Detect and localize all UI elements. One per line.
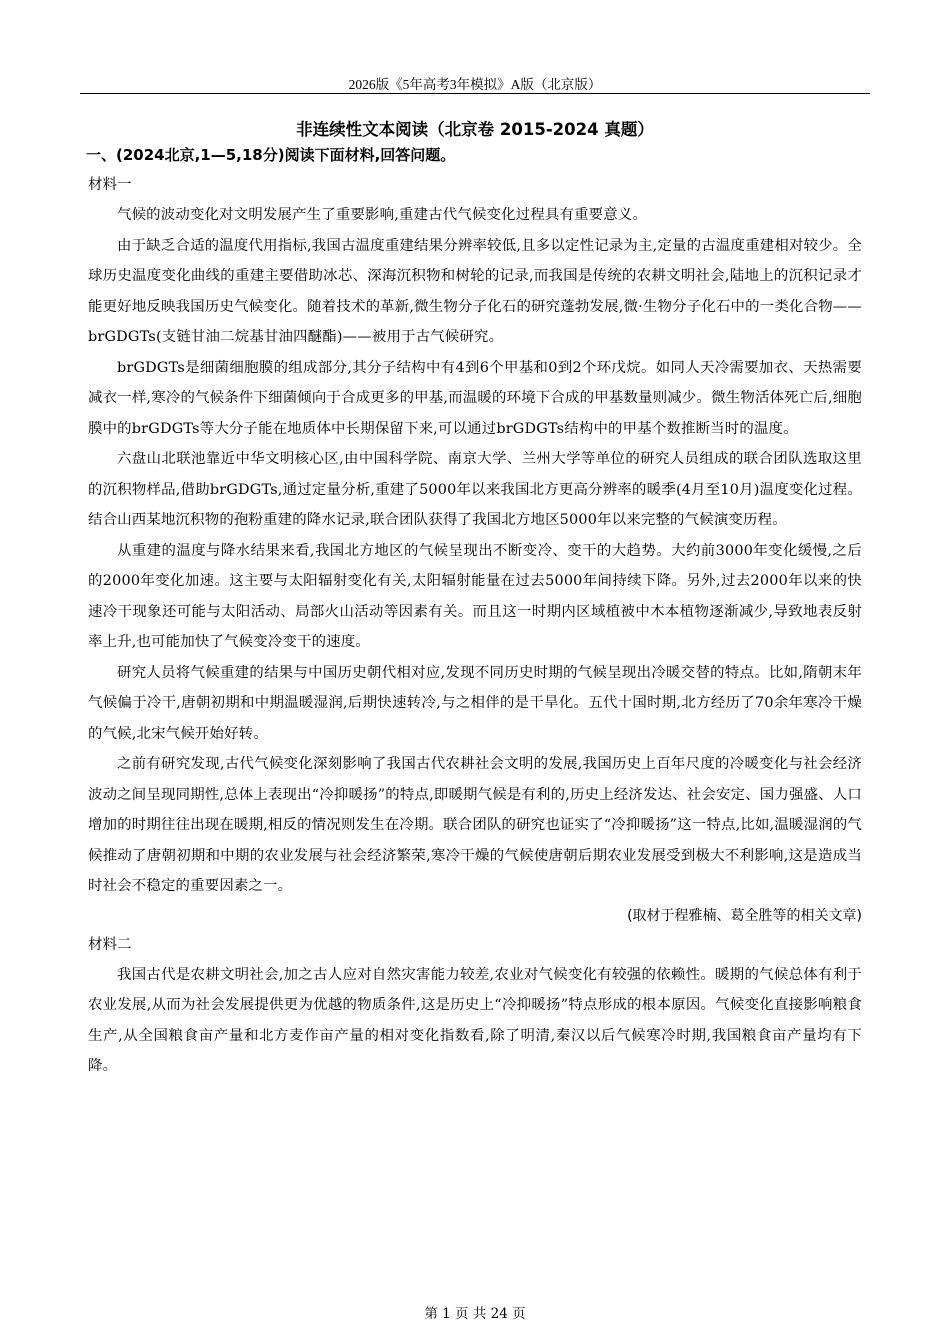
material-one-paragraph: 研究人员将气候重建的结果与中国历史朝代相对应,发现不同历史时期的气候呈现出冷暖交替的特点。比如,隋朝末年气候偏于冷干,唐朝初期和中期温暖湿润,后期快速转冷,与之相伴的是干旱化。五代十国时期,北方经历了70余年寒冷干燥的气候,北宋气候开始好转。 xyxy=(88,664,862,742)
material-one-source: (取材于程雅楠、葛全胜等的相关文章) xyxy=(627,907,862,924)
document-title: 非连续性文本阅读（北京卷 2015-2024 真题） xyxy=(296,120,654,139)
material-one-paragraph: 气候的波动变化对文明发展产生了重要影响,重建古代气候变化过程具有重要意义。 xyxy=(117,207,648,223)
running-header: 2026版《5年高考3年模拟》A版（北京版） xyxy=(348,77,602,92)
material-one-paragraph: 之前有研究发现,古代气候变化深刻影响了我国古代农耕社会文明的发展,我国历史上百年尺度的冷暖变化与社会经济波动之间呈现同期性,总体上表现出“冷抑暖扬”的特点,即暖期气候是有利的,历史上经济发达、社会安定、国力强盛、人口增加的时期往往出现在暖期,相反的情况则发生在冷期。联合团队的研究也证实了“冷抑暖扬”这一特点,比如,温暖湿润的气候推动了唐朝初期和中期的农业发展与社会经济繁荣,寒冷干燥的气候使唐朝后期农业发展受到极大不利影响,这是造成当时社会不稳定的重要因素之一。 xyxy=(88,756,862,894)
material-one-paragraph: brGDGTs是细菌细胞膜的组成部分,其分子结构中有4到6个甲基和0到2个环戊烷。如同人天冷需要加衣、天热需要减衣一样,寒冷的气候条件下细菌倾向于合成更多的甲基,而温暖的环境下合成的甲基数量则减少。微生物活体死亡后,细胞膜中的brGDGTs等大分子能在地质体中长期保留下来,可以通过brGDGTs结构中的甲基个数推断当时的温度。 xyxy=(88,359,862,437)
material-one-paragraph: 从重建的温度与降水结果来看,我国北方地区的气候呈现出不断变冷、变干的大趋势。大约前3000年变化缓慢,之后的2000年变化加速。这主要与太阳辐射变化有关,太阳辐射能量在过去5000年间持续下降。另外,过去2000年以来的快速冷干现象还可能与太阳活动、局部火山活动等因素有关。而且这一时期内区域植被中木本植物逐渐减少,导致地表反射率上升,也可能加快了气候变冷变干的速度。 xyxy=(88,542,862,650)
document-body xyxy=(88,117,862,1082)
material-one-paragraph: 由于缺乏合适的温度代用指标,我国古温度重建结果分辨率较低,且多以定性记录为主,定量的古温度重建相对较少。全球历史温度变化曲线的重建主要借助冰芯、深海沉积物和树轮的记录,而我国是传统的农耕文明社会,陆地上的沉积记录才能更好地反映我国历史气候变化。随着技术的革新,微生物分子化石的研究蓬勃发展,微·生物分子化石中的一类化合物——brGDGTs(支链甘油二烷基甘油四醚酯)——被用于古气候研究。 xyxy=(88,237,862,345)
question-header: 一、(2024北京,1—5,18分)阅读下面材料,回答问题。 xyxy=(86,146,456,164)
material-one-paragraph: 六盘山北联池靠近中华文明核心区,由中国科学院、南京大学、兰州大学等单位的研究人员组成的联合团队选取这里的沉积物样品,借助brGDGTs,通过定量分析,重建了5000年以来我国北方更高分辨率的暖季(4月至10月)温度变化过程。结合山西某地沉积物的孢粉重建的降水记录,联合团队获得了我国北方地区5000年以来完整的气候演变历程。 xyxy=(88,451,862,528)
material-two-label: 材料二 xyxy=(88,936,132,953)
material-one-label: 材料一 xyxy=(88,177,132,193)
header-divider xyxy=(80,93,870,94)
page-number-footer: 第 1 页 共 24 页 xyxy=(424,1306,526,1322)
material-two-paragraph: 我国古代是农耕文明社会,加之古人应对自然灾害能力较差,农业对气候变化有较强的依赖性。暖期的气候总体有利于农业发展,从而为社会发展提供更为优越的物质条件,这是历史上“冷抑暖扬”特点形成的根本原因。气候变化直接影响粮食生产,从全国粮食亩产量和北方麦作亩产量的相对变化指数看,除了明清,秦汉以后气候寒冷时期,我国粮食亩产量均有下降。 xyxy=(88,966,862,1074)
